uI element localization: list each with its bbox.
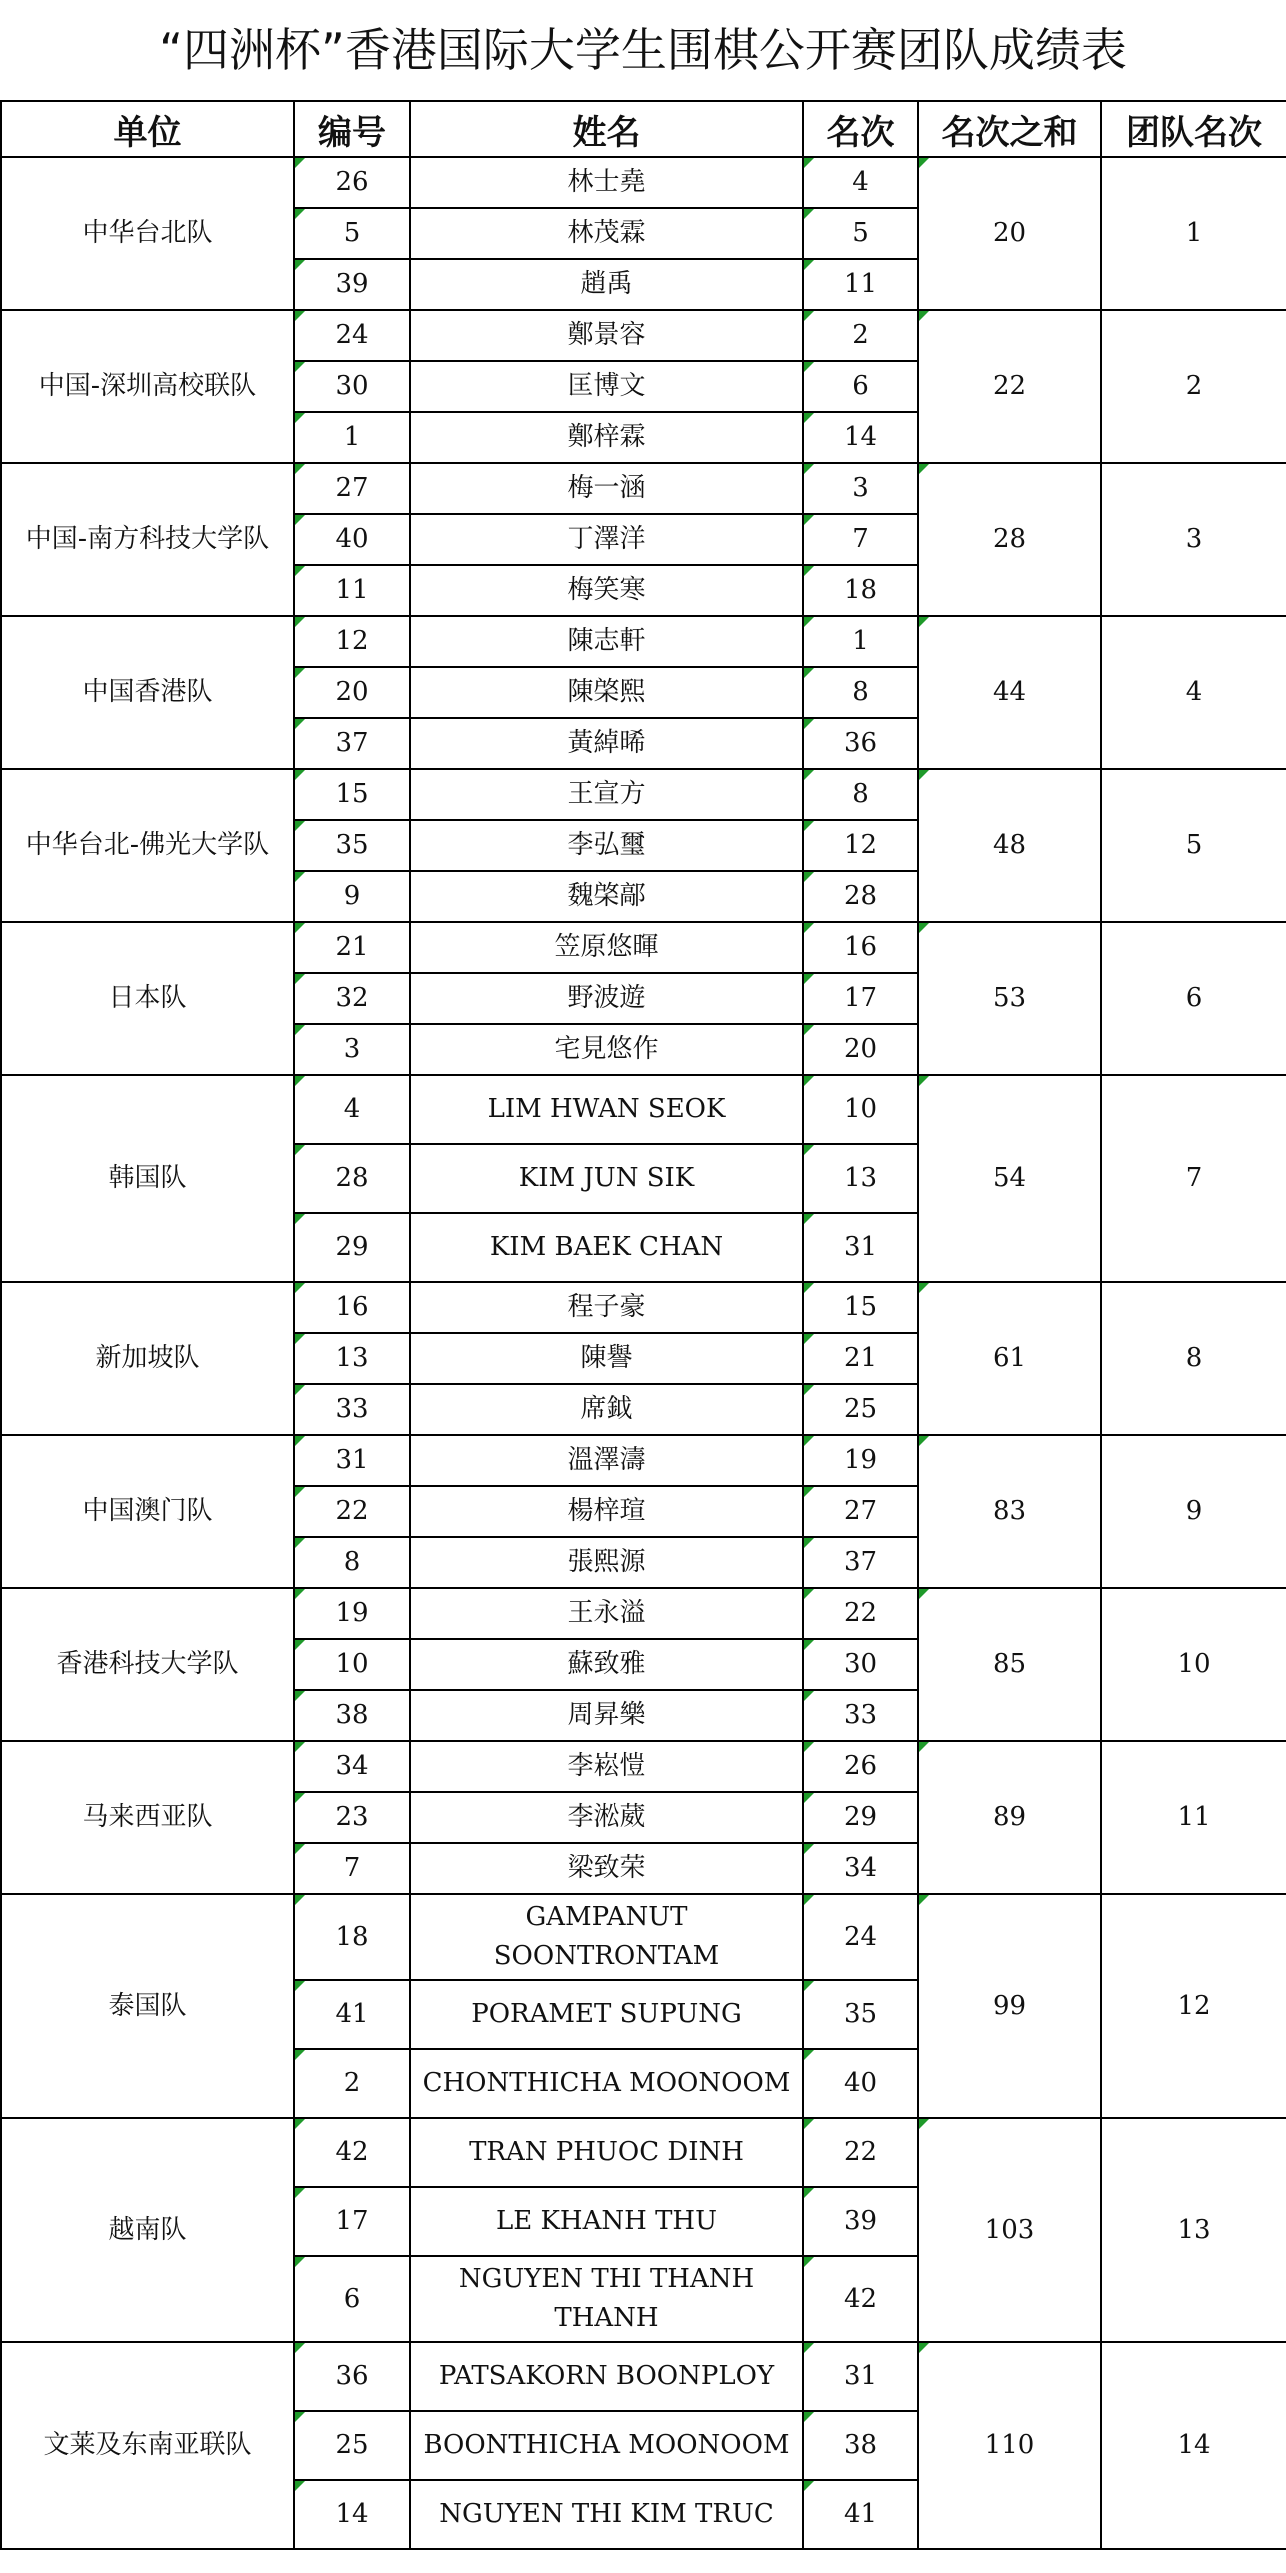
player-number-cell: 21 bbox=[294, 922, 410, 973]
table-row bbox=[1, 2342, 1286, 2411]
player-name-cell: 陳棨熙 bbox=[410, 667, 803, 718]
player-number-cell: 38 bbox=[294, 1690, 410, 1741]
table-row bbox=[1, 157, 1286, 208]
player-number-cell: 18 bbox=[294, 1894, 410, 1980]
player-rank-cell: 39 bbox=[803, 2187, 918, 2256]
rank-sum-cell: 53 bbox=[918, 922, 1101, 1075]
player-number-cell: 13 bbox=[294, 1333, 410, 1384]
player-number-cell: 30 bbox=[294, 361, 410, 412]
player-name-cell: 林茂霖 bbox=[410, 208, 803, 259]
team-results-table bbox=[0, 100, 1286, 2550]
player-number-cell: 5 bbox=[294, 208, 410, 259]
team-rank-cell: 10 bbox=[1101, 1588, 1286, 1741]
table-row bbox=[1, 310, 1286, 361]
player-number-cell: 2 bbox=[294, 2049, 410, 2118]
player-number-cell: 16 bbox=[294, 1282, 410, 1333]
player-rank-cell: 6 bbox=[803, 361, 918, 412]
player-name-cell: NGUYEN THI KIM TRUC bbox=[410, 2480, 803, 2549]
player-name-cell: CHONTHICHA MOONOOM bbox=[410, 2049, 803, 2118]
player-rank-cell: 11 bbox=[803, 259, 918, 310]
player-name-cell: 楊梓瑄 bbox=[410, 1486, 803, 1537]
player-rank-cell: 21 bbox=[803, 1333, 918, 1384]
player-rank-cell: 22 bbox=[803, 1588, 918, 1639]
player-number-cell: 33 bbox=[294, 1384, 410, 1435]
team-unit-cell: 中国-南方科技大学队 bbox=[1, 463, 294, 616]
team-rank-cell: 8 bbox=[1101, 1282, 1286, 1435]
player-number-cell: 12 bbox=[294, 616, 410, 667]
player-rank-cell: 5 bbox=[803, 208, 918, 259]
player-number-cell: 17 bbox=[294, 2187, 410, 2256]
player-number-cell: 29 bbox=[294, 1213, 410, 1282]
rank-sum-cell: 20 bbox=[918, 157, 1101, 310]
player-number-cell: 9 bbox=[294, 871, 410, 922]
rank-sum-cell: 99 bbox=[918, 1894, 1101, 2118]
header-name: 姓名 bbox=[410, 101, 803, 157]
team-unit-cell: 香港科技大学队 bbox=[1, 1588, 294, 1741]
player-number-cell: 22 bbox=[294, 1486, 410, 1537]
table-row bbox=[1, 1075, 1286, 1144]
player-rank-cell: 24 bbox=[803, 1894, 918, 1980]
player-number-cell: 27 bbox=[294, 463, 410, 514]
table-row bbox=[1, 616, 1286, 667]
player-name-cell: 李弘璽 bbox=[410, 820, 803, 871]
team-unit-cell: 中国澳门队 bbox=[1, 1435, 294, 1588]
player-name-cell: PATSAKORN BOONPLOY bbox=[410, 2342, 803, 2411]
team-rank-cell: 14 bbox=[1101, 2342, 1286, 2549]
table-row bbox=[1, 1282, 1286, 1333]
player-name-cell: 野波遊 bbox=[410, 973, 803, 1024]
player-rank-cell: 42 bbox=[803, 2256, 918, 2342]
table-row bbox=[1, 1894, 1286, 1980]
player-name-cell: 笠原悠暉 bbox=[410, 922, 803, 973]
team-unit-cell: 日本队 bbox=[1, 922, 294, 1075]
player-rank-cell: 33 bbox=[803, 1690, 918, 1741]
rank-sum-cell: 110 bbox=[918, 2342, 1101, 2549]
player-name-cell: 席鉞 bbox=[410, 1384, 803, 1435]
player-name-cell: 匡博文 bbox=[410, 361, 803, 412]
team-unit-cell: 中国-深圳高校联队 bbox=[1, 310, 294, 463]
player-name-cell: 梅笑寒 bbox=[410, 565, 803, 616]
player-rank-cell: 12 bbox=[803, 820, 918, 871]
player-number-cell: 15 bbox=[294, 769, 410, 820]
player-name-cell: 李淞葳 bbox=[410, 1792, 803, 1843]
table-row bbox=[1, 1435, 1286, 1486]
player-rank-cell: 36 bbox=[803, 718, 918, 769]
player-name-cell: 王永溢 bbox=[410, 1588, 803, 1639]
team-rank-cell: 12 bbox=[1101, 1894, 1286, 2118]
team-rank-cell: 7 bbox=[1101, 1075, 1286, 1282]
team-rank-cell: 4 bbox=[1101, 616, 1286, 769]
player-name-cell: 梅一涵 bbox=[410, 463, 803, 514]
player-name-cell: 梁致荣 bbox=[410, 1843, 803, 1894]
player-name-cell: PORAMET SUPUNG bbox=[410, 1980, 803, 2049]
player-rank-cell: 41 bbox=[803, 2480, 918, 2549]
player-number-cell: 41 bbox=[294, 1980, 410, 2049]
rank-sum-cell: 28 bbox=[918, 463, 1101, 616]
player-number-cell: 20 bbox=[294, 667, 410, 718]
rank-sum-cell: 61 bbox=[918, 1282, 1101, 1435]
team-unit-cell: 越南队 bbox=[1, 2118, 294, 2342]
player-number-cell: 32 bbox=[294, 973, 410, 1024]
player-rank-cell: 26 bbox=[803, 1741, 918, 1792]
player-rank-cell: 30 bbox=[803, 1639, 918, 1690]
player-name-cell: TRAN PHUOC DINH bbox=[410, 2118, 803, 2187]
player-number-cell: 24 bbox=[294, 310, 410, 361]
rank-sum-cell: 83 bbox=[918, 1435, 1101, 1588]
player-rank-cell: 3 bbox=[803, 463, 918, 514]
player-number-cell: 42 bbox=[294, 2118, 410, 2187]
player-rank-cell: 4 bbox=[803, 157, 918, 208]
player-rank-cell: 31 bbox=[803, 1213, 918, 1282]
rank-sum-cell: 85 bbox=[918, 1588, 1101, 1741]
player-name-cell: KIM BAEK CHAN bbox=[410, 1213, 803, 1282]
team-unit-cell: 马来西亚队 bbox=[1, 1741, 294, 1894]
player-name-cell: NGUYEN THI THANH THANH bbox=[410, 2256, 803, 2342]
team-unit-cell: 文莱及东南亚联队 bbox=[1, 2342, 294, 2549]
player-rank-cell: 14 bbox=[803, 412, 918, 463]
table-row bbox=[1, 769, 1286, 820]
player-number-cell: 35 bbox=[294, 820, 410, 871]
rank-sum-cell: 54 bbox=[918, 1075, 1101, 1282]
player-number-cell: 19 bbox=[294, 1588, 410, 1639]
player-rank-cell: 2 bbox=[803, 310, 918, 361]
table-row bbox=[1, 1588, 1286, 1639]
player-name-cell: BOONTHICHA MOONOOM bbox=[410, 2411, 803, 2480]
player-name-cell: 趙禹 bbox=[410, 259, 803, 310]
team-rank-cell: 11 bbox=[1101, 1741, 1286, 1894]
player-rank-cell: 13 bbox=[803, 1144, 918, 1213]
table-row bbox=[1, 463, 1286, 514]
player-number-cell: 6 bbox=[294, 2256, 410, 2342]
player-name-cell: 蘇致雅 bbox=[410, 1639, 803, 1690]
table-row bbox=[1, 2118, 1286, 2187]
team-rank-cell: 3 bbox=[1101, 463, 1286, 616]
player-rank-cell: 25 bbox=[803, 1384, 918, 1435]
team-rank-cell: 1 bbox=[1101, 157, 1286, 310]
player-number-cell: 25 bbox=[294, 2411, 410, 2480]
player-name-cell: 陳志軒 bbox=[410, 616, 803, 667]
player-number-cell: 26 bbox=[294, 157, 410, 208]
team-unit-cell: 泰国队 bbox=[1, 1894, 294, 2118]
player-name-cell: LE KHANH THU bbox=[410, 2187, 803, 2256]
team-unit-cell: 中华台北队 bbox=[1, 157, 294, 310]
header-unit: 单位 bbox=[1, 101, 294, 157]
player-number-cell: 39 bbox=[294, 259, 410, 310]
player-rank-cell: 10 bbox=[803, 1075, 918, 1144]
player-name-cell: GAMPANUT SOONTRONTAM bbox=[410, 1894, 803, 1980]
team-rank-cell: 5 bbox=[1101, 769, 1286, 922]
player-name-cell: 宅見悠作 bbox=[410, 1024, 803, 1075]
rank-sum-cell: 22 bbox=[918, 310, 1101, 463]
player-name-cell: 溫澤濤 bbox=[410, 1435, 803, 1486]
player-number-cell: 10 bbox=[294, 1639, 410, 1690]
table-row bbox=[1, 1741, 1286, 1792]
header-rank-sum: 名次之和 bbox=[918, 101, 1101, 157]
player-number-cell: 31 bbox=[294, 1435, 410, 1486]
player-rank-cell: 8 bbox=[803, 769, 918, 820]
player-number-cell: 28 bbox=[294, 1144, 410, 1213]
player-rank-cell: 22 bbox=[803, 2118, 918, 2187]
player-rank-cell: 16 bbox=[803, 922, 918, 973]
team-rank-cell: 2 bbox=[1101, 310, 1286, 463]
header-row bbox=[1, 101, 1286, 157]
player-name-cell: 丁澤洋 bbox=[410, 514, 803, 565]
player-number-cell: 36 bbox=[294, 2342, 410, 2411]
player-name-cell: 周昇樂 bbox=[410, 1690, 803, 1741]
player-rank-cell: 35 bbox=[803, 1980, 918, 2049]
rank-sum-cell: 48 bbox=[918, 769, 1101, 922]
player-number-cell: 40 bbox=[294, 514, 410, 565]
player-rank-cell: 17 bbox=[803, 973, 918, 1024]
rank-sum-cell: 89 bbox=[918, 1741, 1101, 1894]
player-rank-cell: 18 bbox=[803, 565, 918, 616]
player-number-cell: 34 bbox=[294, 1741, 410, 1792]
player-number-cell: 11 bbox=[294, 565, 410, 616]
player-name-cell: LIM HWAN SEOK bbox=[410, 1075, 803, 1144]
header-number: 编号 bbox=[294, 101, 410, 157]
player-number-cell: 7 bbox=[294, 1843, 410, 1894]
player-rank-cell: 8 bbox=[803, 667, 918, 718]
player-rank-cell: 19 bbox=[803, 1435, 918, 1486]
team-unit-cell: 韩国队 bbox=[1, 1075, 294, 1282]
team-unit-cell: 中华台北-佛光大学队 bbox=[1, 769, 294, 922]
player-name-cell: 魏棨鄗 bbox=[410, 871, 803, 922]
player-rank-cell: 20 bbox=[803, 1024, 918, 1075]
player-name-cell: 程子豪 bbox=[410, 1282, 803, 1333]
player-rank-cell: 37 bbox=[803, 1537, 918, 1588]
player-number-cell: 37 bbox=[294, 718, 410, 769]
player-rank-cell: 34 bbox=[803, 1843, 918, 1894]
player-name-cell: 鄭景容 bbox=[410, 310, 803, 361]
team-rank-cell: 6 bbox=[1101, 922, 1286, 1075]
player-rank-cell: 38 bbox=[803, 2411, 918, 2480]
header-team-rank: 团队名次 bbox=[1101, 101, 1286, 157]
team-unit-cell: 中国香港队 bbox=[1, 616, 294, 769]
player-rank-cell: 31 bbox=[803, 2342, 918, 2411]
player-rank-cell: 15 bbox=[803, 1282, 918, 1333]
player-name-cell: KIM JUN SIK bbox=[410, 1144, 803, 1213]
table-row bbox=[1, 922, 1286, 973]
player-name-cell: 王宣方 bbox=[410, 769, 803, 820]
player-name-cell: 林士堯 bbox=[410, 157, 803, 208]
rank-sum-cell: 44 bbox=[918, 616, 1101, 769]
player-number-cell: 8 bbox=[294, 1537, 410, 1588]
player-name-cell: 張熙源 bbox=[410, 1537, 803, 1588]
player-rank-cell: 27 bbox=[803, 1486, 918, 1537]
player-number-cell: 4 bbox=[294, 1075, 410, 1144]
player-name-cell: 陳譽 bbox=[410, 1333, 803, 1384]
header-rank: 名次 bbox=[803, 101, 918, 157]
player-rank-cell: 28 bbox=[803, 871, 918, 922]
player-number-cell: 23 bbox=[294, 1792, 410, 1843]
team-rank-cell: 9 bbox=[1101, 1435, 1286, 1588]
team-rank-cell: 13 bbox=[1101, 2118, 1286, 2342]
player-rank-cell: 40 bbox=[803, 2049, 918, 2118]
player-rank-cell: 29 bbox=[803, 1792, 918, 1843]
team-unit-cell: 新加坡队 bbox=[1, 1282, 294, 1435]
player-name-cell: 黃綽晞 bbox=[410, 718, 803, 769]
player-number-cell: 3 bbox=[294, 1024, 410, 1075]
player-rank-cell: 7 bbox=[803, 514, 918, 565]
player-name-cell: 鄭梓霖 bbox=[410, 412, 803, 463]
page-title: “四洲杯”香港国际大学生围棋公开赛团队成绩表 bbox=[159, 23, 1127, 77]
player-name-cell: 李崧愷 bbox=[410, 1741, 803, 1792]
player-number-cell: 14 bbox=[294, 2480, 410, 2549]
rank-sum-cell: 103 bbox=[918, 2118, 1101, 2342]
player-number-cell: 1 bbox=[294, 412, 410, 463]
player-rank-cell: 1 bbox=[803, 616, 918, 667]
